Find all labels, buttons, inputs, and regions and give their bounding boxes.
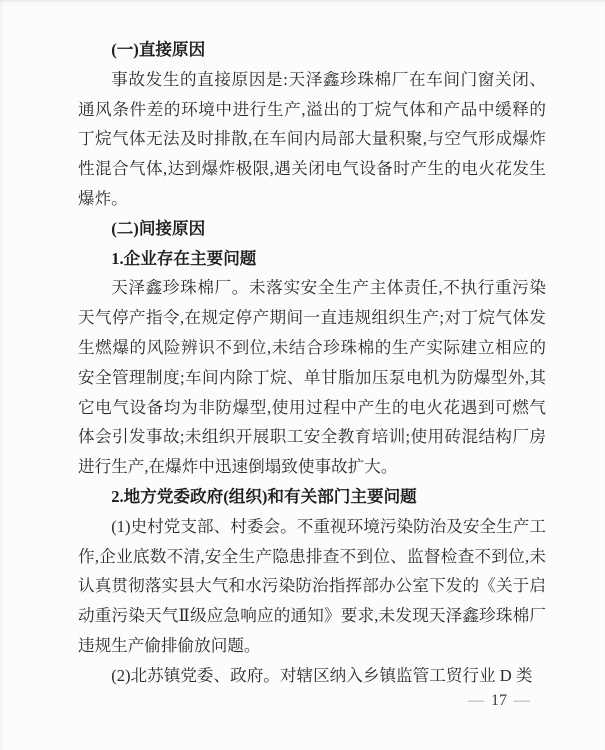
heading-enterprise-problems: 1.企业存在主要问题 <box>111 248 257 268</box>
heading-indirect-cause: (二)间接原因 <box>111 218 206 238</box>
para-shicun-village-committee: (1)史村党支部、村委会。不重视环境污染防治及安全生产工作,企业底数不清,安全生产隐患排查不到位、监督检查不到位,未认真贯彻落实县大气和水污染防治指挥部办公室下发的《关于启动重污染天气Ⅱ级应急响应的通知》要求,未发现天泽鑫珍珠棉厂违规生产偷排偷放问题。 <box>78 516 546 655</box>
page-number-value: 17 <box>491 692 507 709</box>
heading-direct-cause: (一)直接原因 <box>111 40 206 59</box>
para-beisu-town-government: (2)北苏镇党委、政府。对辖区纳入乡镇监管工贸行业 D 类 <box>111 665 533 685</box>
page-number <box>468 690 530 712</box>
page-number-dash-right: — <box>514 692 530 709</box>
heading-local-government-problems: 2.地方党委政府(组织)和有关部门主要问题 <box>111 486 417 506</box>
para-enterprise-problems: 天泽鑫珍珠棉厂。未落实安全生产主体责任,不执行重污染天气停产指令,在规定停产期间一直违规组织生产;对丁烷气体发生燃爆的风险辨识不到位,未结合珍珠棉的生产实际建立相应的安全管理制度;车间内除丁烷、单甘脂加压泵电机为防爆型外,其它电气设备均为非防爆型,使用过程中产生的电火花遇到可燃气体会引发事故;未组织开展职工安全教育培训;使用砖混结构厂房进行生产,在爆炸中迅速倒塌致使事故扩大。 <box>78 278 546 477</box>
page-number-dash-left: — <box>468 692 484 709</box>
document-body <box>78 35 546 691</box>
para-direct-cause: 事故发生的直接原因是:天泽鑫珍珠棉厂在车间门窗关闭、通风条件差的环境中进行生产,溢出的丁烷气体和产品中缓释的丁烷气体无法及时排散,在车间内局部大量积聚,与空气形成爆炸性混合气体,达到爆炸极限,遇关闭电气设备时产生的电火花发生爆炸。 <box>78 69 546 208</box>
